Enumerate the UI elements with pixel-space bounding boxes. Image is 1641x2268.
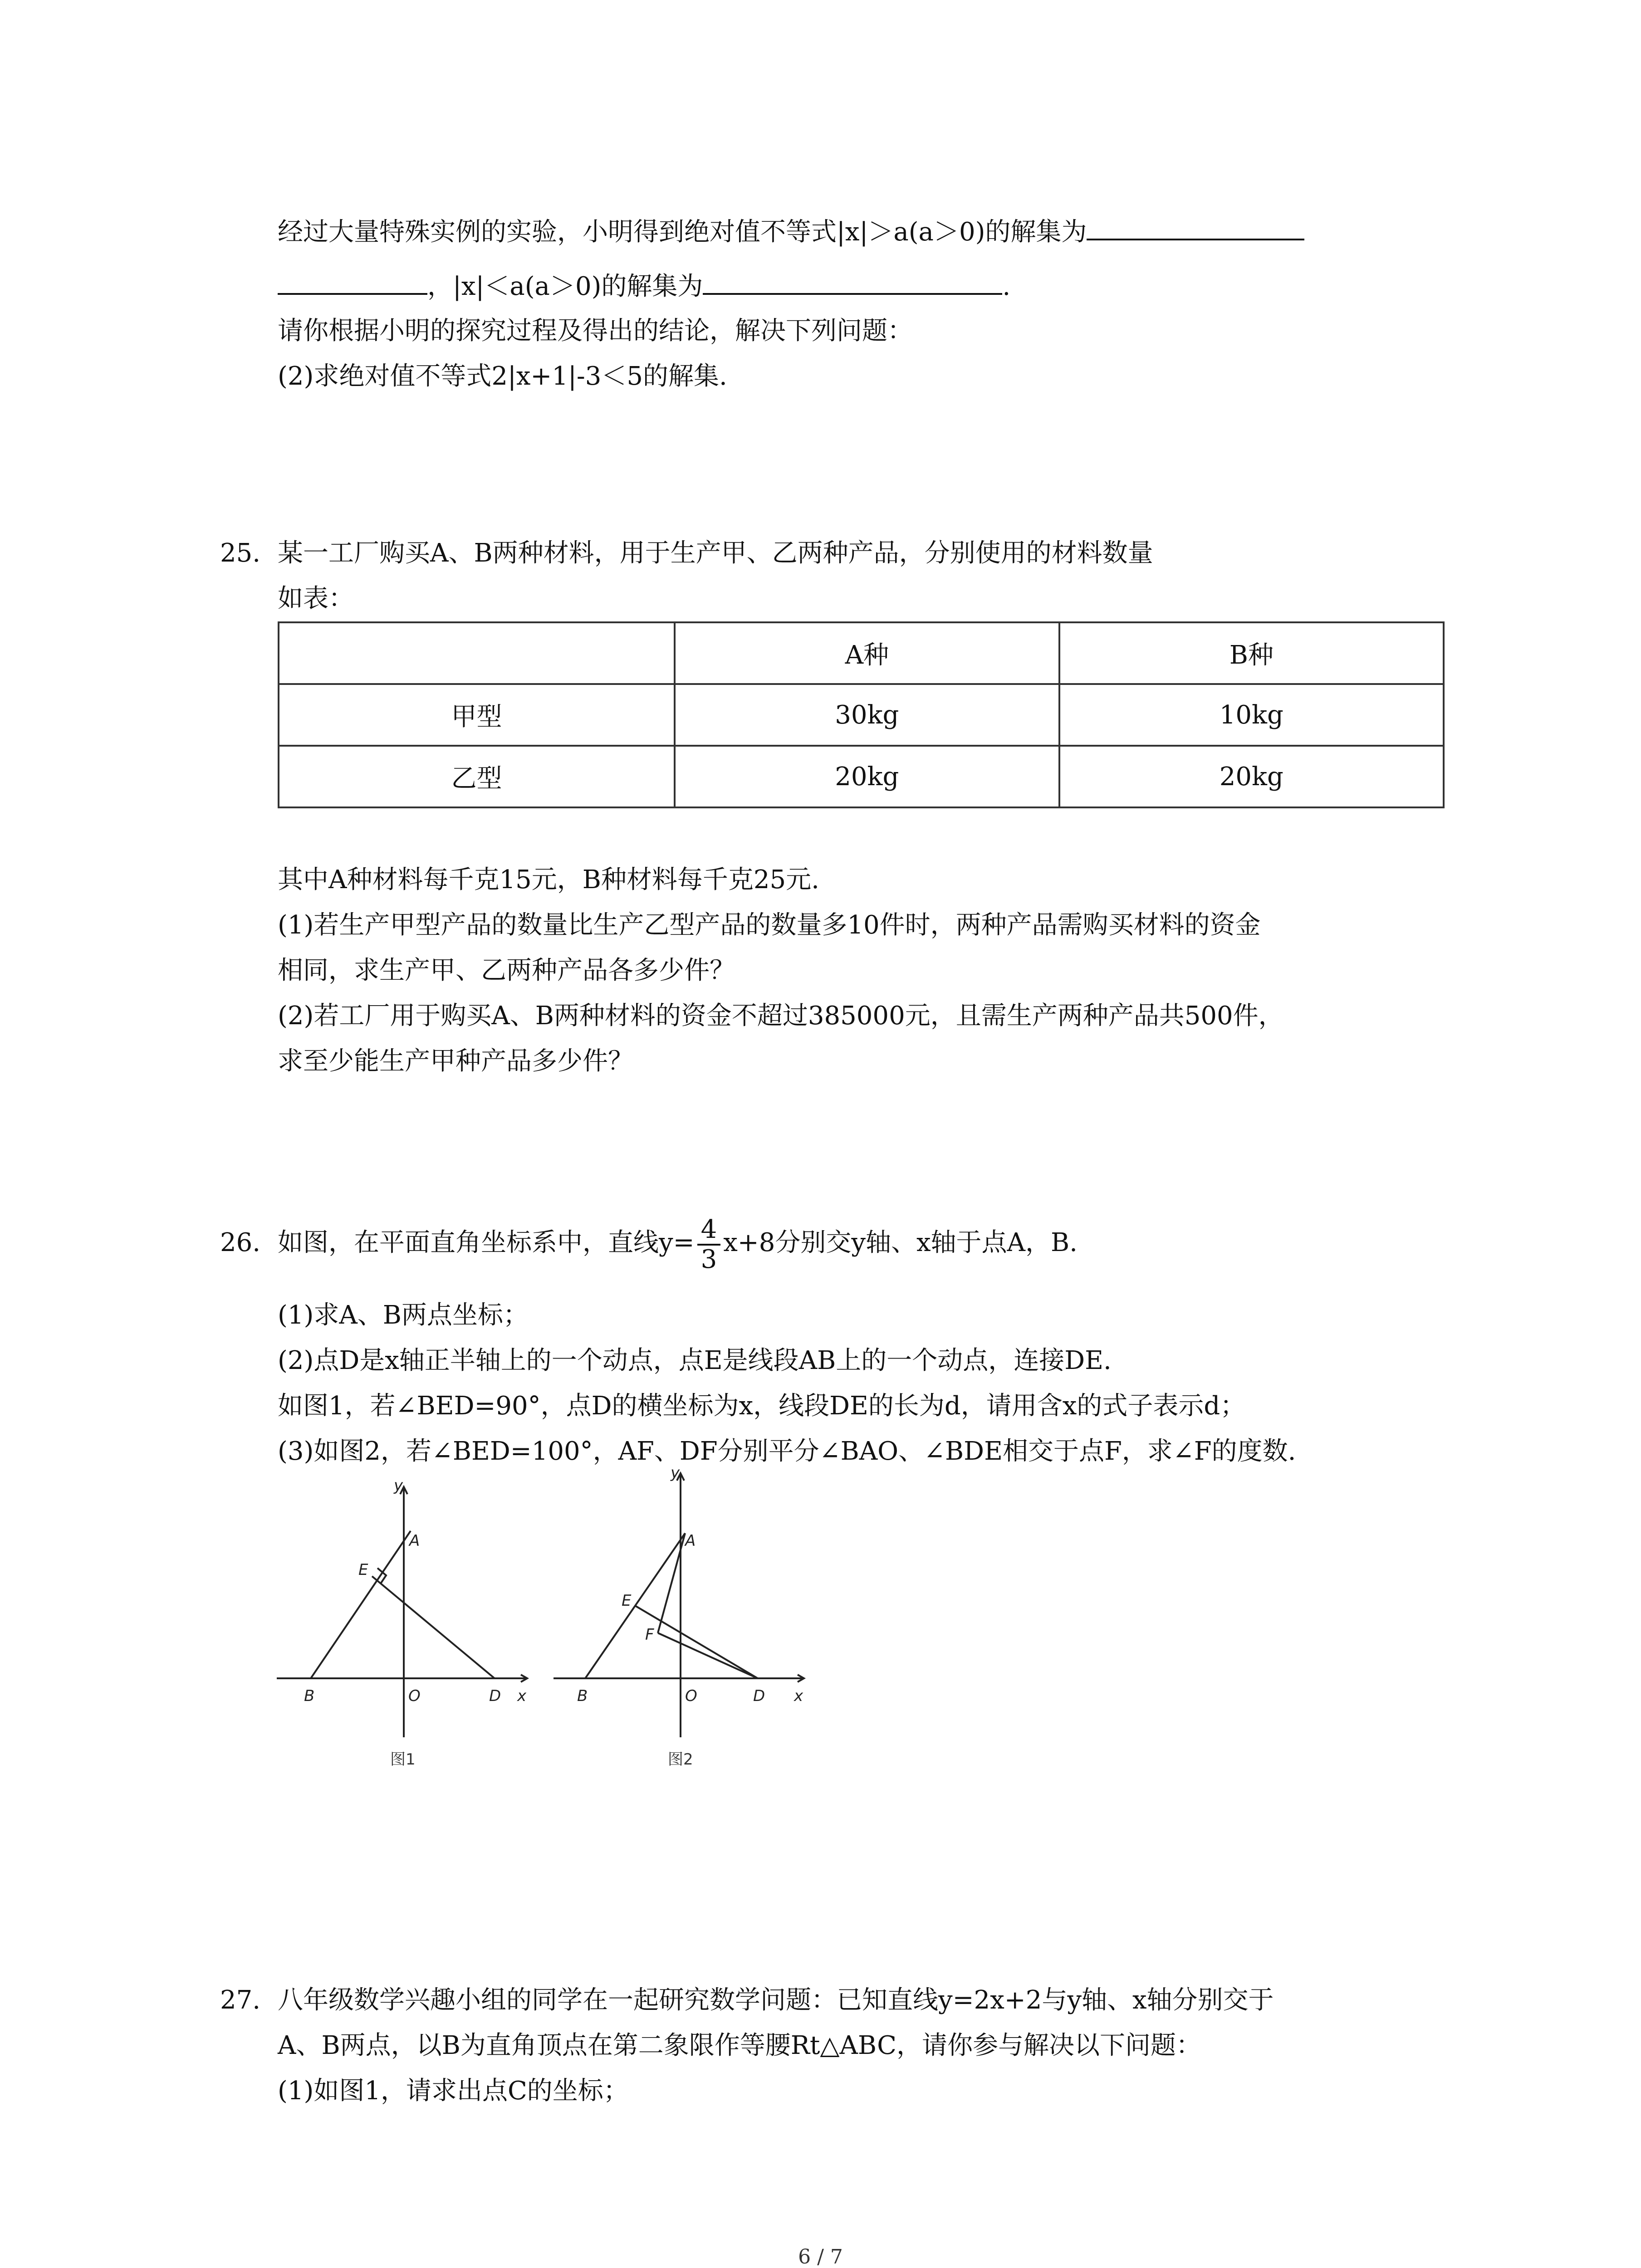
q24-text-1: 经过大量特殊实例的实验，小明得到绝对值不等式|x|＞a(a＞0)的解集为	[278, 217, 1087, 247]
q25-line7: 求至少能生产甲种产品多少件？	[278, 1046, 633, 1076]
table-header-cell: B种	[1059, 622, 1444, 684]
q26-line1	[278, 1202, 1078, 1284]
q26-line2: (1)求A、B两点坐标；	[278, 1300, 529, 1330]
answer-blank-1[interactable]	[1087, 213, 1304, 240]
label-b: B	[304, 1687, 315, 1705]
q26-line3: (2)点D是x轴正半轴上的一个动点，点E是线段AB上的一个动点，连接DE.	[278, 1346, 1112, 1375]
table-row	[279, 684, 1444, 746]
q27-line3: (1)如图1，请求出点C的坐标；	[278, 2076, 629, 2106]
q24-text-2: ，|x|＜a(a＞0)的解集为	[427, 272, 703, 301]
label-e: E	[622, 1592, 632, 1610]
q27-line2: A、B两点，以B为直角顶点在第二象限作等腰Rt△ABC，请你参与解决以下问题：	[278, 2031, 1201, 2060]
table-cell: 甲型	[279, 684, 675, 746]
fraction-numerator: 4	[697, 1216, 721, 1246]
segment-df	[658, 1633, 758, 1678]
answer-blank-3[interactable]	[703, 268, 1002, 295]
q25-line5: 相同，求生产甲、乙两种产品各多少件？	[278, 956, 735, 985]
label-x: x	[517, 1687, 527, 1705]
q25-line3: 其中A种材料每千克15元，B种材料每千克25元.	[278, 865, 819, 894]
label-a: A	[409, 1532, 420, 1550]
q24-line4: (2)求绝对值不等式2|x+1|-3＜5的解集.	[278, 362, 727, 391]
q24-line3: 请你根据小明的探究过程及得出的结论，解决下列问题：	[278, 316, 913, 346]
table-cell: 30kg	[675, 684, 1059, 746]
label-x: x	[794, 1687, 803, 1705]
q27-line1: 八年级数学兴趣小组的同学在一起研究数学问题：已知直线y=2x+2与y轴、x轴分别交于	[278, 1985, 1274, 2015]
table-cell: 20kg	[1059, 746, 1444, 807]
q25-line4: (1)若生产甲型产品的数量比生产乙型产品的数量多10件时，两种产品需购买材料的资金	[278, 910, 1261, 940]
q26-text-1a: 如图，在平面直角坐标系中，直线y=	[278, 1228, 695, 1257]
label-y: y	[671, 1465, 680, 1482]
label-f: F	[645, 1626, 654, 1644]
q25-line2: 如表：	[278, 584, 354, 613]
figure-2-caption: 图2	[668, 1750, 693, 1769]
q24-line2	[278, 268, 1010, 305]
table-header-cell: A种	[675, 622, 1059, 684]
segment-ed	[372, 1576, 495, 1678]
q25-number: 25.	[220, 538, 261, 568]
table-cell: 10kg	[1059, 684, 1444, 746]
table-header-row	[279, 622, 1444, 684]
label-a: A	[685, 1532, 696, 1550]
figure-2	[549, 1465, 830, 1783]
fraction-four-thirds	[697, 1216, 721, 1274]
table-row	[279, 746, 1444, 807]
q25-line1: 某一工厂购买A、B两种材料，用于生产甲、乙两种产品，分别使用的材料数量	[278, 538, 1153, 568]
label-d: D	[489, 1687, 501, 1705]
q27-number: 27.	[220, 1985, 261, 2015]
q26-line5: (3)如图2，若∠BED=100°，AF、DF分别平分∠BAO、∠BDE相交于点F，求∠F的度数.	[278, 1437, 1296, 1466]
q26-text-1b: x+8分别交y轴、x轴于点A，B.	[723, 1228, 1078, 1257]
q24-text-3: .	[1002, 272, 1011, 301]
label-b: B	[577, 1687, 588, 1705]
q26-number: 26.	[220, 1228, 261, 1257]
q25-line6: (2)若工厂用于购买A、B两种材料的资金不超过385000元，且需生产两种产品共500件，	[278, 1001, 1284, 1031]
answer-blank-2[interactable]	[278, 268, 427, 295]
label-e: E	[358, 1561, 368, 1579]
label-y: y	[394, 1476, 403, 1495]
figure-1	[272, 1474, 554, 1783]
label-o: O	[685, 1687, 697, 1705]
q24-line1	[278, 213, 1304, 250]
table-cell: 20kg	[675, 746, 1059, 807]
figure-1-caption: 图1	[390, 1750, 416, 1769]
label-o: O	[408, 1687, 421, 1705]
table-header-cell	[279, 622, 675, 684]
line-ba	[311, 1531, 411, 1678]
table-cell: 乙型	[279, 746, 675, 807]
material-table	[278, 621, 1445, 808]
label-d: D	[753, 1687, 765, 1705]
q26-line4: 如图1，若∠BED=90°，点D的横坐标为x，线段DE的长为d，请用含x的式子表示d；	[278, 1391, 1246, 1421]
fraction-denominator: 3	[700, 1244, 717, 1274]
page-number: 6 / 7	[798, 2245, 843, 2268]
